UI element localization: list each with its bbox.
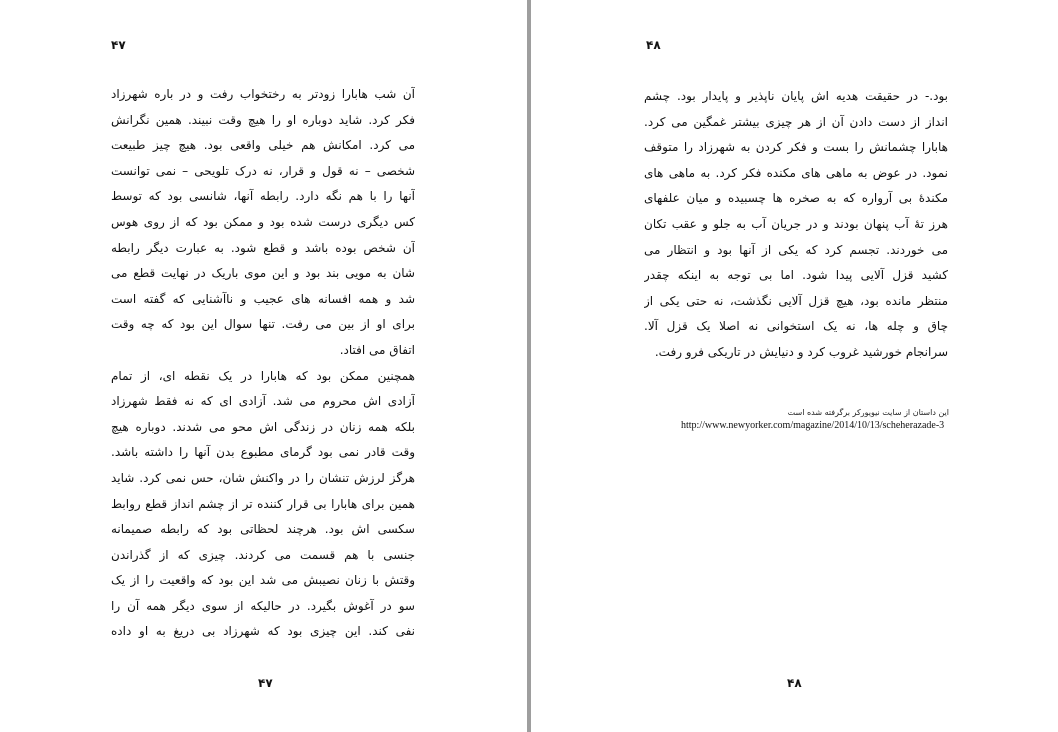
text-line: اتفاق می افتاد. — [339, 342, 415, 357]
text-line: کشید قزل آلایی پیدا شود. اما بی توجه به اینکه چقدر — [644, 268, 948, 283]
text-line: بود.- در حقیقت هدیه اش پایان ناپذیر و پایدار بود. چشم — [644, 89, 948, 103]
text-line: نفی کند. این چیزی بود که شهرزاد بی دریغ به او داده — [111, 624, 415, 639]
text-line: سکسی اش بود. هرچند لحظاتی بود که رابطه صمیمانه — [111, 522, 415, 537]
text-line: فکر کرد. شاید دوباره او را هیچ وقت نبیند. همین نگرانش — [111, 112, 415, 127]
body-text — [644, 84, 948, 366]
text-line: آزادی اش محروم می شد. آزادی ای که نه فقط شهرزاد — [111, 394, 415, 409]
text-line: آنها را با هم نگه دارد. رابطه آنها، شانسی بود که توسط — [111, 189, 415, 204]
text-line: چاق و چله ها، نه یک استخوانی نه اصلا یک قزل آلا. — [644, 319, 948, 334]
text-line: همچنین ممکن بود که هابارا در یک نقطه ای، از تمام — [111, 368, 415, 383]
text-line: انداز از دست دادن آن از هر چیزی بیشتر غمگین می کرد. — [644, 114, 948, 129]
text-line: کس دیگری درست شده بود و ممکن بود که از روی هوس — [111, 214, 415, 229]
text-line: شان به مویی بند بود و این موی باریک در نهایت قطع می — [111, 266, 415, 281]
text-line: می خوردند. تجسم کرد که یکی از آنها بود و انتظار می — [644, 242, 948, 257]
text-line: هرگز لرزش تنشان را در واکنش شان، حس نمی کرد. شاید — [111, 470, 415, 485]
text-line: آن شب هابارا زودتر به رختخواب رفت و در باره شهرزاد — [111, 87, 415, 101]
page-number-bottom: ۴۷ — [258, 676, 273, 690]
text-line: سو در آغوش بگیرد. در حالیکه از سوی دیگر همه آن را — [111, 598, 415, 613]
text-line: برای او از بین می رفت. تنها سوال این بود که چه وقت — [111, 317, 415, 332]
page-number-top: ۴۷ — [111, 38, 126, 52]
text-line: وقتش با زنان نصیبش می شد این بود که واقعیت را از یک — [111, 573, 415, 588]
page-number-bottom: ۴۸ — [787, 676, 802, 690]
text-line: جنسی با هم قسمت می کردند. چیزی که از گذراندن — [111, 547, 415, 562]
text-line: می کرد. امکانش هم خیلی واقعی بود. هیچ چیز طبیعت — [111, 138, 415, 153]
text-line: بلکه همه زنان در زندگی اش محو می شدند. دوباره هیچ — [111, 419, 415, 434]
body-text — [111, 82, 415, 645]
text-line: وقت قادر نمی بود گرمای مطبوع بدن آنها را داشته باشد. — [111, 445, 415, 460]
text-line: سرانجام خورشید غروب کرد و دنیایش در تاریکی فرو رفت. — [654, 344, 948, 359]
footnote-note: این داستان از سایت نیویورکر برگرفته شده است — [787, 408, 949, 417]
text-line: نمود. در عوض به ماهی های مکنده فکر کرد. به ماهی های — [644, 165, 948, 180]
left-page — [0, 0, 527, 732]
text-line: هابارا چشمانش را بست و فکر کردن به شهرزاد را متوقف — [644, 140, 948, 155]
text-line: آن شخص بوده باشد و قطع شود. به عبارت دیگر رابطه — [111, 240, 415, 255]
right-page — [531, 0, 1058, 732]
text-line: همین برای هابارا بی قرار کننده تر از چشم انداز قطع روابط — [111, 496, 415, 511]
footnote — [681, 406, 949, 432]
text-line: شخصی – نه قول و قرار، نه درک تلویحی – نمی توانست — [111, 163, 415, 178]
text-line: هرز تهٔ آب پنهان بودند و در جریان آب به جلو و عقب تکان — [644, 216, 948, 231]
text-line: مکندهٔ بی آرواره که به صخره ها چسبیده و میان علفهای — [644, 191, 948, 206]
text-line: شد و همه افسانه های عجیب و ناآشنایی که گفته است — [111, 291, 415, 306]
page-number-top: ۴۸ — [646, 38, 661, 52]
footnote-url: http://www.newyorker.com/magazine/2014/10/13/scheherazade-3 — [681, 420, 945, 431]
text-line: منتظر مانده بود، هیچ قزل آلایی نگذشت، نه حتی یکی از — [644, 293, 948, 308]
